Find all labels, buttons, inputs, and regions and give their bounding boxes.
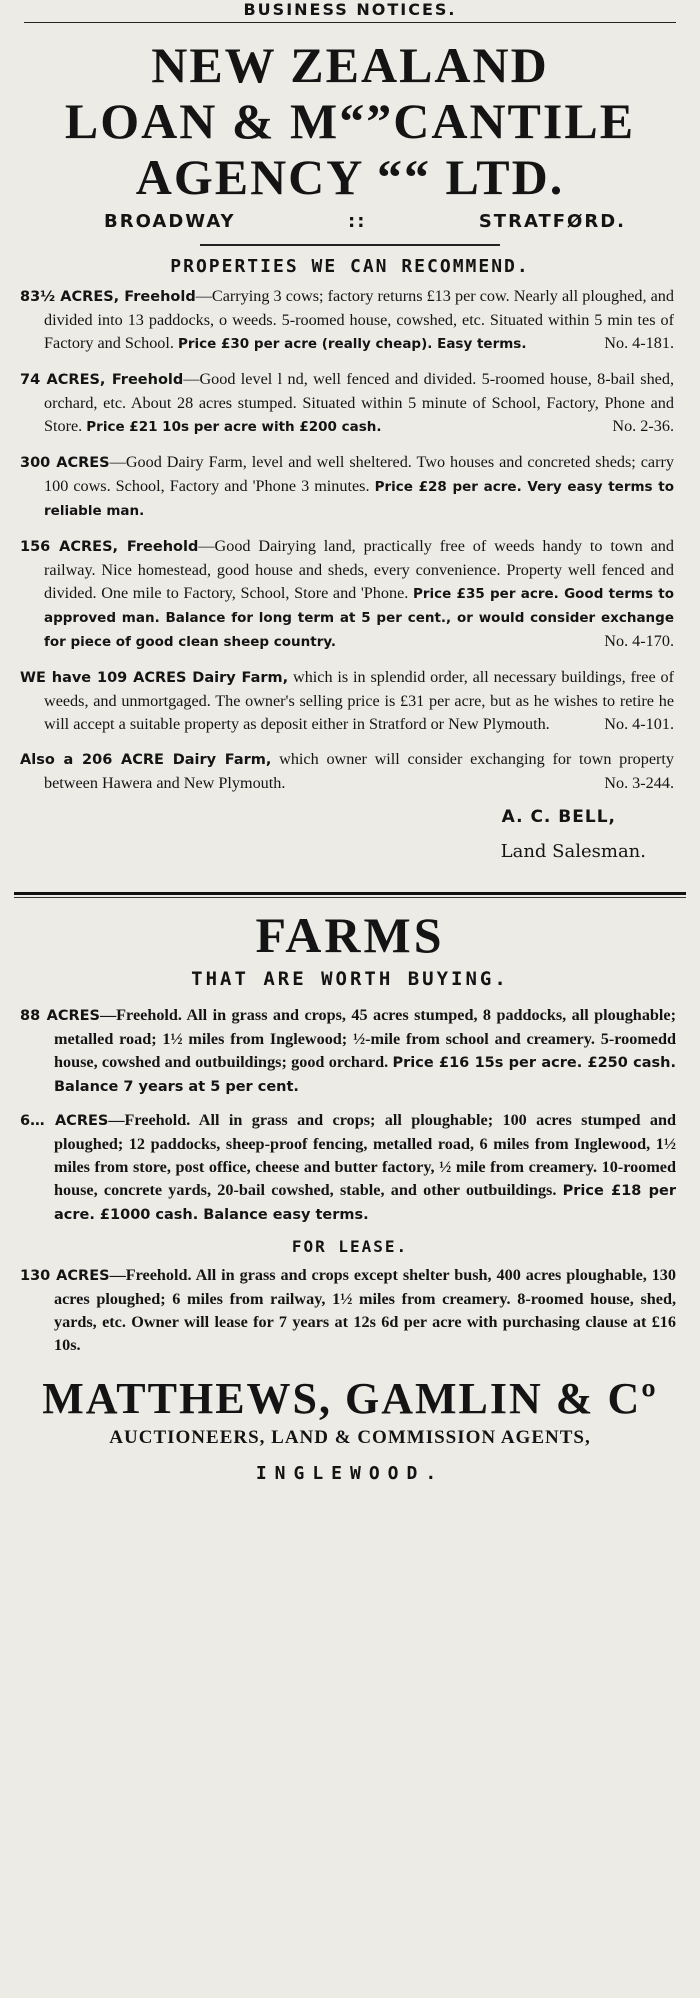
listing-ref: No. 3-244. [604,774,674,792]
listing-lead: 300 ACRES [20,455,110,471]
signature-name: A. C. BELL, [501,807,616,827]
listing-item [14,368,686,439]
listing-text: —Good Dairy Farm, level and well sheltered. Two houses and concreted sheds; carry 100 cows. School, Factory and 'Phone 3 minutes. [44,453,674,495]
company-title [14,37,686,205]
lease-item [14,1264,686,1357]
section-heading: BUSINESS NOTICES. [243,0,457,19]
top-rule [24,22,676,23]
listing-item [14,285,686,356]
listing-item [14,451,686,523]
listing-price: Price £21 10s per acre with £200 cash. [86,419,382,435]
farms-title: FARMS [255,907,445,963]
listing-ref: No. 4-170. [604,632,674,650]
listings [14,285,686,795]
listing-price: Price £30 per acre (really cheap). Easy terms. [177,336,527,352]
farm-text: —Freehold. All in grass and crops; all ploughable; 100 acres stumped and ploughed; 12 paddocks, sheep-proof fencing, metalled road, 6 miles from Inglewood, 1½ miles from store, post office, cheese and butter factory, ½ mile from creamery. 10-roomed house, concrete yards, 20-bail cowshed, stable, and other outbuildings. [54,1111,676,1199]
properties-subheading: PROPERTIES WE CAN RECOMMEND. [170,256,530,277]
listing-lead: Also a 206 ACRE Dairy Farm, [20,752,272,768]
address-town: STRATFØRD. [478,211,626,232]
listing-text: which owner will consider exchanging for town property between Hawera and New Plymouth. [44,750,674,792]
listing-text: —Good Dairying land, practically free of weeds handy to town and railway. Nice homestead, good house and sheds, every convenience. Property well fenced and divided. One mile to Factory, School, Store and 'Phone. [44,537,674,602]
firm-description: AUCTIONEERS, LAND & COMMISSION AGENTS, [109,1427,591,1448]
listing-lead: 83½ ACRES, Freehold [20,289,196,305]
listing-item [14,535,686,654]
listing-lead: 156 ACRES, Freehold [20,539,199,555]
listing-ref: No. 4-101. [604,715,674,733]
farm-listings [14,1004,686,1227]
farm-price: Price £16 15s per acre. £250 cash. Balance 7 years at 5 per cent. [54,1055,677,1095]
listing-price: Price £28 per acre. Very easy terms to reliable man. [44,479,674,519]
address-row [14,211,686,232]
signature-title: Land Salesman. [500,841,646,862]
farm-item [14,1109,686,1227]
listing-text: —Good level l nd, well fenced and divided. 5-roomed house, 8-bail shed, orchard, etc. About 28 acres stumped. Situated within 5 minute of School, Factory, Phone and Store. [44,370,675,435]
listing-price: Price £35 per acre. Good terms to approved man. Balance for long term at 5 per cent., or would consider exchange for piece of good clean sheep country. [44,586,675,650]
listing-text: which is in splendid order, all necessary buildings, free of weeds, and unmortgaged. The owner's selling price is £31 per acre, but as he wishes to retire he will accept a suitable property as deposit either in Stratford or New Plymouth. [44,668,674,733]
listing-ref: No. 4-181. [604,334,674,352]
listing-lead: 74 ACRES, Freehold [20,372,184,388]
listing-item [14,666,686,736]
address-separator: :: [348,211,367,232]
listing-ref: No. 2-36. [612,417,674,435]
farms-subtitle: THAT ARE WORTH BUYING. [191,968,509,990]
listing-item [14,748,686,795]
divider-rule [200,244,500,246]
company-title-line1: NEW ZEALAND [151,37,549,93]
listing-text: —Carrying 3 cows; factory returns £13 per cow. Nearly all ploughed, and divided into 13 paddocks, o weeds. 5-roomed house, cowshed, etc. Situated within 5 min tes of Factory and School. [44,287,674,352]
company-title-line3: AGENCY ““ LTD. [135,149,565,205]
farm-item [14,1004,686,1099]
lease-text: —Freehold. All in grass and crops except shelter bush, 400 acres ploughable, 130 acres ploughed; 6 miles from railway, 1½ miles from creamery. 8-roomed house, shed, yards, etc. Owner will lease for 7 years at 12s 6d per acre with purchasing clause at £16 10s. [54,1266,676,1354]
firm-town: INGLEWOOD. [255,1463,445,1484]
lease-heading: FOR LEASE. [291,1237,409,1256]
farm-price: Price £18 per acre. £1000 cash. Balance easy terms. [54,1183,676,1223]
section-divider [14,892,686,898]
lease-lead: 130 ACRES [20,1268,110,1284]
firm-name: MATTHEWS, GAMLIN & Cº [42,1374,658,1423]
listing-lead: WE have 109 ACRES Dairy Farm, [20,670,289,686]
farm-lead: 6… ACRES [20,1113,109,1129]
address-street: BROADWAY [104,211,236,232]
farm-lead: 88 ACRES [20,1008,100,1024]
company-title-line2: LOAN & M“”CANTILE [64,93,636,149]
farm-text: —Freehold. All in grass and crops, 45 acres stumped, 8 paddocks, all ploughable; metalled road; 1½ miles from Inglewood; ½-mile from school and creamery. 5-roomedd house, cowshed and outbuildings; good orchard. [54,1006,676,1071]
